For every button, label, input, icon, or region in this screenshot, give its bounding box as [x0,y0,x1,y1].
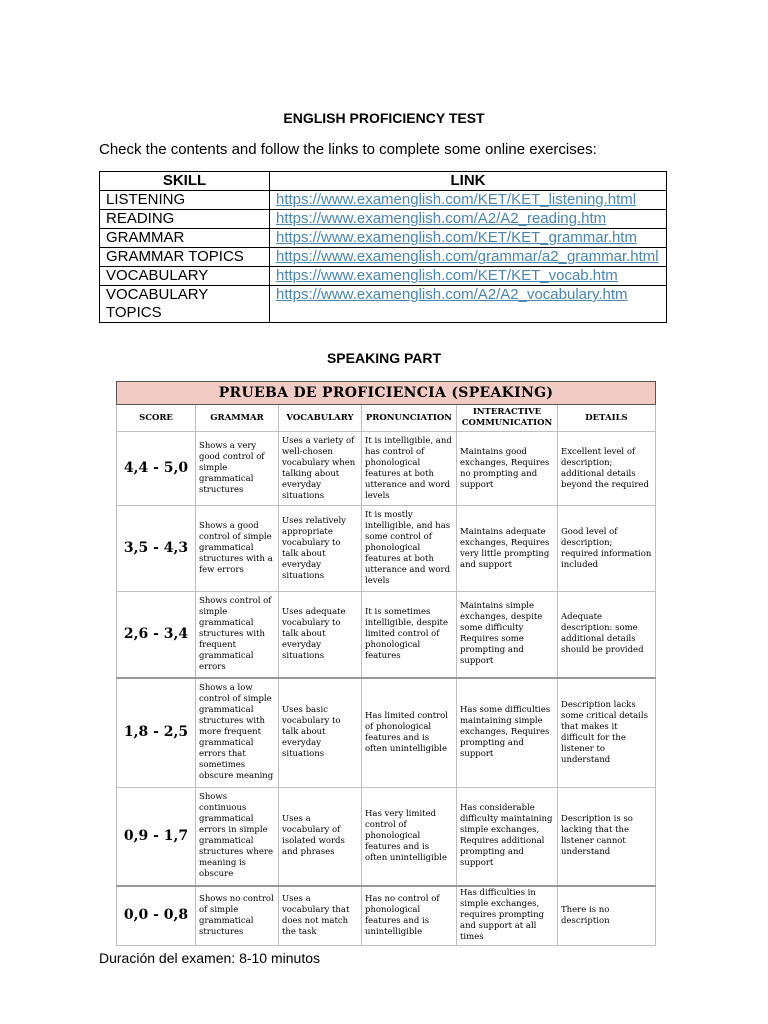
grammar-cell: Shows control of simple grammatical structures with frequent grammatical errors [196,592,279,678]
table-row [117,788,656,886]
details-cell: There is no description [558,886,656,946]
details-cell: Description lacks some critical details that makes it difficult for the listener to understand [558,678,656,788]
skill-cell: GRAMMAR TOPICS [100,248,270,267]
links-table [99,171,667,323]
table-row [100,267,667,286]
intro-text: Check the contents and follow the links to complete some online exercises: [99,141,597,158]
vocabulary-header: VOCABULARY [279,405,362,432]
table-row [100,210,667,229]
table-row [100,248,667,267]
score-cell: 0,9 - 1,7 [117,788,196,886]
grammar-cell: Shows no control of simple grammatical structures [196,886,279,946]
details-cell: Adequate description: some additional details should be provided [558,592,656,678]
table-row [117,506,656,592]
table-row [117,886,656,946]
table-row [117,592,656,678]
interactive-header: INTERACTIVE COMMUNICATION [457,405,558,432]
link-header: LINK [270,172,667,191]
vocabulary-cell: Uses a variety of well-chosen vocabulary when talking about everyday situations [279,432,362,506]
exercise-link[interactable]: https://www.examenglish.com/grammar/a2_grammar.html [270,248,667,267]
interactive-cell: Has considerable difficulty maintaining simple exchanges, Requires additional prompting and support [457,788,558,886]
pronunciation-cell: Has no control of phonological features and is unintelligible [362,886,457,946]
table-row [100,286,667,323]
exercise-link[interactable]: https://www.examenglish.com/A2/A2_reading.htm [270,210,667,229]
exam-duration: Duración del examen: 8-10 minutos [99,950,321,966]
score-header: SCORE [117,405,196,432]
rubric-header-row [117,405,656,432]
skill-cell: GRAMMAR [100,229,270,248]
pronunciation-cell: It is sometimes intelligible, despite limited control of phonological features [362,592,457,678]
vocabulary-cell: Uses a vocabulary of isolated words and phrases [279,788,362,886]
score-cell: 0,0 - 0,8 [117,886,196,946]
interactive-cell: Has some difficulties maintaining simple exchanges, Requires prompting and support [457,678,558,788]
exercise-link[interactable]: https://www.examenglish.com/A2/A2_vocabulary.htm [270,286,667,323]
speaking-rubric-table [116,381,656,946]
score-cell: 1,8 - 2,5 [117,678,196,788]
table-row [100,229,667,248]
speaking-heading: SPEAKING PART [326,350,442,366]
vocabulary-cell: Uses a vocabulary that does not match the task [279,886,362,946]
skill-cell: VOCABULARY [100,267,270,286]
skill-cell: READING [100,210,270,229]
details-header: DETAILS [558,405,656,432]
exercise-link[interactable]: https://www.examenglish.com/KET/KET_listening.html [270,191,667,210]
grammar-cell: Shows a very good control of simple grammatical structures [196,432,279,506]
pronunciation-cell: Has limited control of phonological features and is often unintelligible [362,678,457,788]
details-cell: Excellent level of description; additional details beyond the required [558,432,656,506]
rubric-title-row [117,382,656,405]
pronunciation-cell: Has very limited control of phonological features and is often unintelligible [362,788,457,886]
score-cell: 2,6 - 3,4 [117,592,196,678]
pronunciation-cell: It is intelligible, and has control of phonological features at both utterance and word levels [362,432,457,506]
grammar-cell: Shows a low control of simple grammatical structures with more frequent grammatical errors that sometimes obscure meaning [196,678,279,788]
rubric-title: PRUEBA DE PROFICIENCIA (SPEAKING) [117,382,656,405]
score-cell: 3,5 - 4,3 [117,506,196,592]
table-row [117,678,656,788]
exercise-link[interactable]: https://www.examenglish.com/KET/KET_vocab.htm [270,267,667,286]
interactive-cell: Maintains good exchanges, Requires no prompting and support [457,432,558,506]
grammar-header: GRAMMAR [196,405,279,432]
skill-cell: VOCABULARY TOPICS [100,286,270,323]
grammar-cell: Shows a good control of simple grammatical structures with a few errors [196,506,279,592]
vocabulary-cell: Uses relatively appropriate vocabulary to talk about everyday situations [279,506,362,592]
pronunciation-cell: It is mostly intelligible, and has some control of phonological features at both utterance and word levels [362,506,457,592]
skill-cell: LISTENING [100,191,270,210]
links-table-header [100,172,667,191]
table-row [100,191,667,210]
vocabulary-cell: Uses basic vocabulary to talk about everyday situations [279,678,362,788]
vocabulary-cell: Uses adequate vocabulary to talk about everyday situations [279,592,362,678]
exercise-link[interactable]: https://www.examenglish.com/KET/KET_grammar.htm [270,229,667,248]
pronunciation-header: PRONUNCIATION [362,405,457,432]
details-cell: Good level of description; required information included [558,506,656,592]
grammar-cell: Shows continuous grammatical errors in simple grammatical structures where meaning is obscure [196,788,279,886]
skill-header: SKILL [100,172,270,191]
interactive-cell: Has difficulties in simple exchanges, requires prompting and support at all times [457,886,558,946]
interactive-cell: Maintains adequate exchanges, Requires very little prompting and support [457,506,558,592]
table-row [117,432,656,506]
details-cell: Description is so lacking that the listener cannot understand [558,788,656,886]
document-title: ENGLISH PROFICIENCY TEST [283,110,485,126]
score-cell: 4,4 - 5,0 [117,432,196,506]
interactive-cell: Maintains simple exchanges, despite some difficulty Requires some prompting and support [457,592,558,678]
